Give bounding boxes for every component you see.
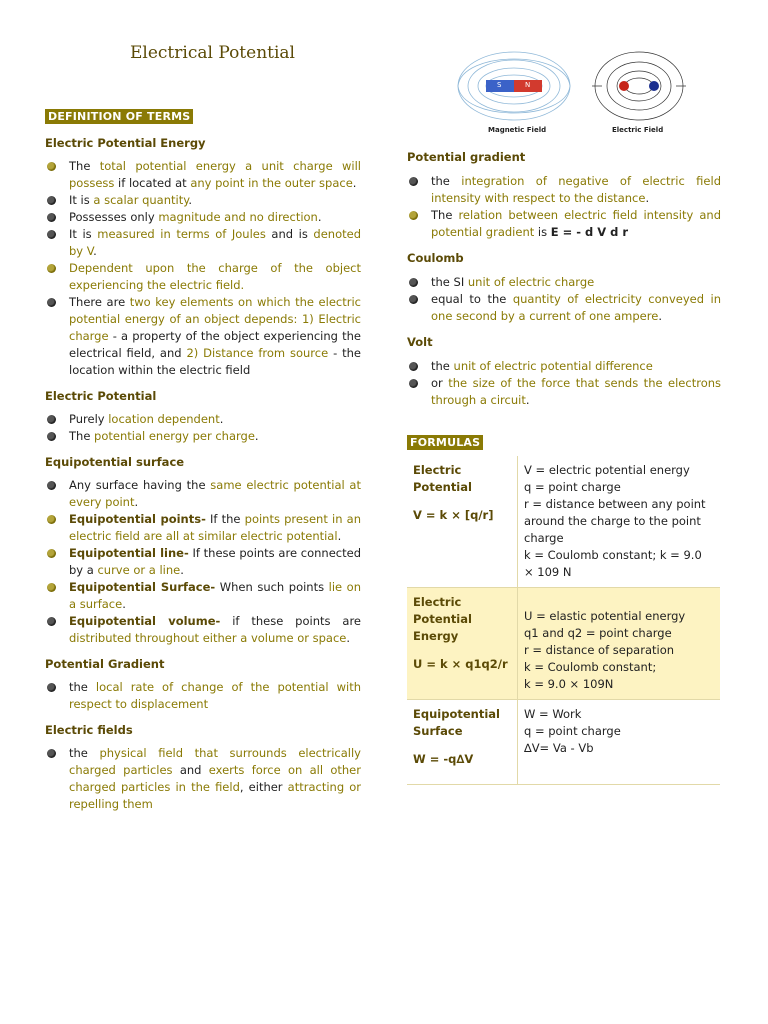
pg-list bbox=[45, 679, 361, 713]
eqs-heading: Equipotential surface bbox=[45, 455, 185, 469]
magnet-n-label: N bbox=[525, 81, 531, 89]
formula-expression: V = k × [q/r] bbox=[413, 508, 494, 522]
ep-list bbox=[45, 411, 361, 445]
list-item: the local rate of change of the potential with respect to displacement bbox=[45, 679, 361, 713]
left-column bbox=[45, 105, 361, 813]
field-lines-illustration bbox=[452, 40, 692, 140]
list-item: Dependent upon the charge of the object experiencing the electric field. bbox=[45, 260, 361, 294]
ef-list bbox=[45, 745, 361, 813]
coulomb-list bbox=[407, 274, 721, 325]
table-row: Electric Potential V = k × [q/r] V = electric potential energy q = point charge r = distance between any point around the charge to the point charge k = Coulomb constant; k = 9.0 × 109 N bbox=[407, 456, 720, 588]
field-figure bbox=[452, 40, 692, 140]
formulas-label: FORMULAS bbox=[407, 435, 483, 450]
formula-name: Electric Potential Energy bbox=[413, 595, 472, 643]
list-item: the unit of electric potential difference bbox=[407, 358, 721, 375]
list-item: the physical field that surrounds electrically charged particles and exerts force on all other charged particles in the field, either attracting or repelling them bbox=[45, 745, 361, 813]
list-item: Equipotential line- If these points are connected by a curve or a line. bbox=[45, 545, 361, 579]
list-item: The relation between electric field intensity and potential gradient is E = - d V d r bbox=[407, 207, 721, 241]
eqs-list bbox=[45, 477, 361, 647]
list-item: It is measured in terms of Joules and is denoted by V. bbox=[45, 226, 361, 260]
list-item: Equipotential Surface- When such points lie on a surface. bbox=[45, 579, 361, 613]
list-item: There are two key elements on which the electric potential energy of an object depends: 1) Electric charge - a property of the object experiencing the electrical field, and 2) Distance from source - the location within the electric field bbox=[45, 294, 361, 379]
list-item: or the size of the force that sends the electrons through a circuit. bbox=[407, 375, 721, 409]
list-item: equal to the quantity of electricity conveyed in one second by a current of one ampere. bbox=[407, 291, 721, 325]
magnetic-field-caption: Magnetic Field bbox=[488, 126, 547, 134]
formula-expression: U = k × q1q2/r bbox=[413, 657, 508, 671]
list-item: Any surface having the same electric potential at every point. bbox=[45, 477, 361, 511]
table-row: Electric Potential Energy U = k × q1q2/r U = elastic potential energy q1 and q2 = point charge r = distance of separation k = Coulomb constant; k = 9.0 × 109N bbox=[407, 588, 720, 700]
rpg-list bbox=[407, 173, 721, 241]
epe-list bbox=[45, 158, 361, 379]
list-item: Purely location dependent. bbox=[45, 411, 361, 428]
formulas-table bbox=[407, 456, 720, 785]
page-title: Electrical Potential bbox=[130, 43, 295, 63]
coulomb-heading: Coulomb bbox=[407, 251, 464, 265]
list-item: Possesses only magnitude and no direction. bbox=[45, 209, 361, 226]
ep-heading: Electric Potential bbox=[45, 389, 157, 403]
ef-heading: Electric fields bbox=[45, 723, 133, 737]
definition-label: DEFINITION OF TERMS bbox=[45, 109, 193, 124]
list-item: Equipotential points- If the points present in an electric field are all at similar electric potential. bbox=[45, 511, 361, 545]
pg-heading: Potential Gradient bbox=[45, 657, 165, 671]
list-item: The potential energy per charge. bbox=[45, 428, 361, 445]
magnet-s-label: S bbox=[497, 81, 502, 89]
list-item: Equipotential volume- if these points are distributed throughout either a volume or space. bbox=[45, 613, 361, 647]
electric-field-caption: Electric Field bbox=[612, 126, 664, 134]
list-item: the integration of negative of electric field intensity with respect to the distance. bbox=[407, 173, 721, 207]
volt-list bbox=[407, 358, 721, 409]
epe-heading: Electric Potential Energy bbox=[45, 136, 206, 150]
formula-expression: W = -q∆V bbox=[413, 752, 474, 766]
formula-name: Electric Potential bbox=[413, 463, 472, 494]
negative-charge bbox=[649, 81, 659, 91]
right-column bbox=[407, 150, 721, 785]
formula-name: Equipotential Surface bbox=[413, 707, 500, 738]
list-item: The total potential energy a unit charge will possess if located at any point in the outer space. bbox=[45, 158, 361, 192]
list-item: It is a scalar quantity. bbox=[45, 192, 361, 209]
rpg-heading: Potential gradient bbox=[407, 150, 526, 164]
table-row: Equipotential Surface W = -q∆V W = Work q = point charge ∆V= Va - Vb bbox=[407, 700, 720, 785]
list-item: the SI unit of electric charge bbox=[407, 274, 721, 291]
volt-heading: Volt bbox=[407, 335, 433, 349]
positive-charge bbox=[619, 81, 629, 91]
